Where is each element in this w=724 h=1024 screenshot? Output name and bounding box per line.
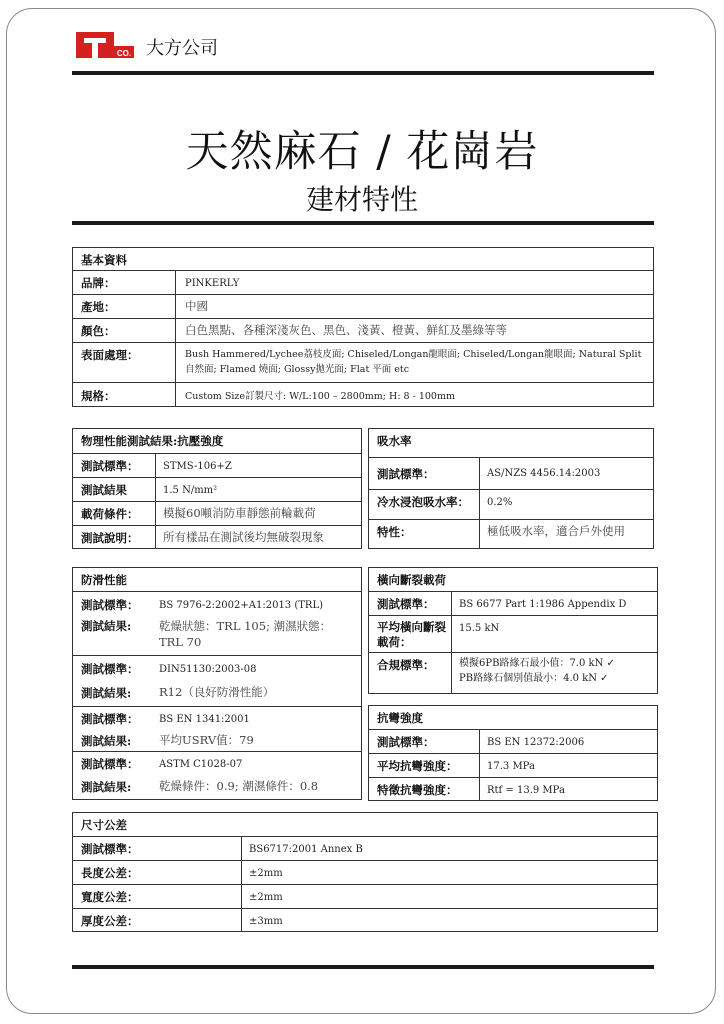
- absorption-feature-label: 特性：: [377, 525, 412, 539]
- size-label: 規格：: [81, 389, 116, 403]
- slip-table: [72, 567, 362, 800]
- slip-standard-4-label: 測試標準：: [81, 757, 139, 771]
- avg-transverse-label: 平均橫向斷裂載荷：: [377, 620, 446, 649]
- origin-value: 中國: [185, 299, 208, 313]
- title-rule: [72, 221, 654, 225]
- char-bending-label: 特徵抗彎強度：: [377, 783, 458, 797]
- transverse-standard-value: BS 6677 Part 1:1986 Appendix D: [459, 599, 627, 610]
- transverse-table: [368, 567, 658, 694]
- avg-bending-label: 平均抗彎強度：: [377, 759, 458, 773]
- slip-result-4-value: 乾燥條件：0.9; 潮濕條件：0.8: [159, 779, 319, 793]
- compliance-value-2: PB路緣石個別值最小：4.0 kN ✓: [459, 673, 609, 684]
- logo-badge-text: CO.: [116, 49, 132, 58]
- load-condition-value: 模擬60噸消防車靜態前輪載荷: [163, 506, 316, 520]
- slip-standard-3-label: 測試標準：: [81, 712, 139, 726]
- slip-standard-1-label: 測試標準：: [81, 598, 139, 612]
- absorption-feature-value: 極低吸水率，適合戶外使用: [487, 524, 625, 538]
- page-title: 天然麻石 / 花崗岩: [185, 127, 539, 177]
- absorption-heading: 吸水率: [377, 434, 412, 448]
- compression-table: [72, 428, 362, 549]
- slip-standard-3-value: BS EN 1341:2001: [159, 714, 250, 725]
- compression-heading: 物理性能測試結果:抗壓強度: [81, 434, 224, 448]
- absorption-standard-label: 測試標準：: [377, 467, 435, 481]
- transverse-heading: 橫向斷裂載荷: [377, 573, 446, 587]
- size-value: Custom Size訂製尺寸: W/L:100 – 2800mm; H: 8 - 100mm: [185, 391, 455, 402]
- compliance-value-1: 模擬6PB路緣石最小值：7.0 kN ✓: [459, 658, 615, 669]
- brand-value: PINKERLY: [185, 278, 240, 289]
- compression-result-label: 測試結果: [81, 483, 127, 497]
- slip-result-3-label: 測試結果:: [81, 734, 132, 748]
- test-note-label: 測試說明：: [81, 531, 139, 545]
- slip-heading: 防滑性能: [81, 573, 127, 587]
- slip-result-3-value: 平均USRV值：79: [159, 733, 254, 747]
- width-tolerance-value: ±2mm: [249, 892, 283, 903]
- company-name: 大方公司: [146, 38, 218, 59]
- slip-result-4-label: 測試結果:: [81, 780, 132, 794]
- thickness-tolerance-label: 厚度公差：: [81, 914, 139, 928]
- origin-label: 產地：: [81, 300, 116, 314]
- slip-result-2-label: 測試結果:: [81, 686, 132, 700]
- finish-value: Bush Hammered/Lychee荔枝皮面; Chiseled/Longan龍眼面; Chiseled/Longan龍眼面; Natural Split自然面; Flamed 燒面; Glossy拋光面; Flat 平面 etc: [185, 349, 642, 375]
- slip-result-2-value: R12（良好防滑性能）: [159, 685, 275, 699]
- compliance-label: 合規標準：: [377, 658, 435, 672]
- bending-table: [368, 705, 658, 801]
- test-note-value: 所有樣品在測試後均無破裂現象: [163, 530, 324, 544]
- basic-info-heading: 基本資料: [81, 253, 127, 267]
- compression-standard-value: STMS-106+Z: [163, 461, 232, 472]
- brand-label: 品牌：: [81, 276, 116, 290]
- footer-rule: [72, 965, 654, 969]
- tolerance-standard-label: 測試標準：: [81, 842, 139, 856]
- tolerance-heading: 尺寸公差: [81, 818, 127, 832]
- bending-heading: 抗彎強度: [377, 711, 423, 725]
- avg-bending-value: 17.3 MPa: [487, 761, 535, 772]
- tolerance-standard-value: BS6717:2001 Annex B: [249, 844, 363, 855]
- color-value: 白色黑點、各種深淺灰色、黑色、淺黃、橙黃、鮮紅及墨綠等等: [185, 323, 507, 337]
- width-tolerance-label: 寬度公差：: [81, 890, 139, 904]
- length-tolerance-value: ±2mm: [249, 868, 283, 879]
- absorption-standard-value: AS/NZS 4456.14:2003: [487, 468, 601, 479]
- tolerance-table: [72, 812, 658, 932]
- length-tolerance-label: 長度公差：: [81, 866, 139, 880]
- slip-result-1-label: 測試結果:: [81, 619, 132, 633]
- compression-standard-label: 測試標準：: [81, 459, 139, 473]
- cold-water-value: 0.2%: [487, 497, 513, 508]
- slip-standard-2-value: DIN51130:2003-08: [159, 664, 257, 675]
- cold-water-label: 冷水浸泡吸水率：: [377, 495, 469, 509]
- basic-info-table: [72, 247, 654, 407]
- bending-standard-value: BS EN 12372:2006: [487, 737, 585, 748]
- slip-result-1-value: 乾燥狀態：TRL 105; 潮濕狀態：TRL 70: [159, 619, 332, 649]
- char-bending-value: Rtf = 13.9 MPa: [487, 785, 565, 796]
- page-subtitle: 建材特性: [305, 183, 418, 216]
- transverse-standard-label: 測試標準：: [377, 597, 435, 611]
- bending-standard-label: 測試標準：: [377, 735, 435, 749]
- slip-standard-4-value: ASTM C1028-07: [159, 759, 243, 770]
- header-rule: [72, 71, 654, 75]
- company-logo: [74, 28, 134, 64]
- color-label: 顏色：: [81, 324, 116, 338]
- slip-standard-2-label: 測試標準：: [81, 662, 139, 676]
- avg-transverse-value: 15.5 kN: [459, 623, 500, 634]
- thickness-tolerance-value: ±3mm: [249, 916, 283, 927]
- finish-label: 表面處理：: [81, 348, 139, 362]
- load-condition-label: 載荷條件：: [81, 507, 139, 521]
- slip-standard-1-value: BS 7976-2:2002+A1:2013 (TRL): [159, 600, 323, 611]
- absorption-table: [368, 428, 654, 549]
- compression-result-value: 1.5 N/mm²: [163, 485, 218, 496]
